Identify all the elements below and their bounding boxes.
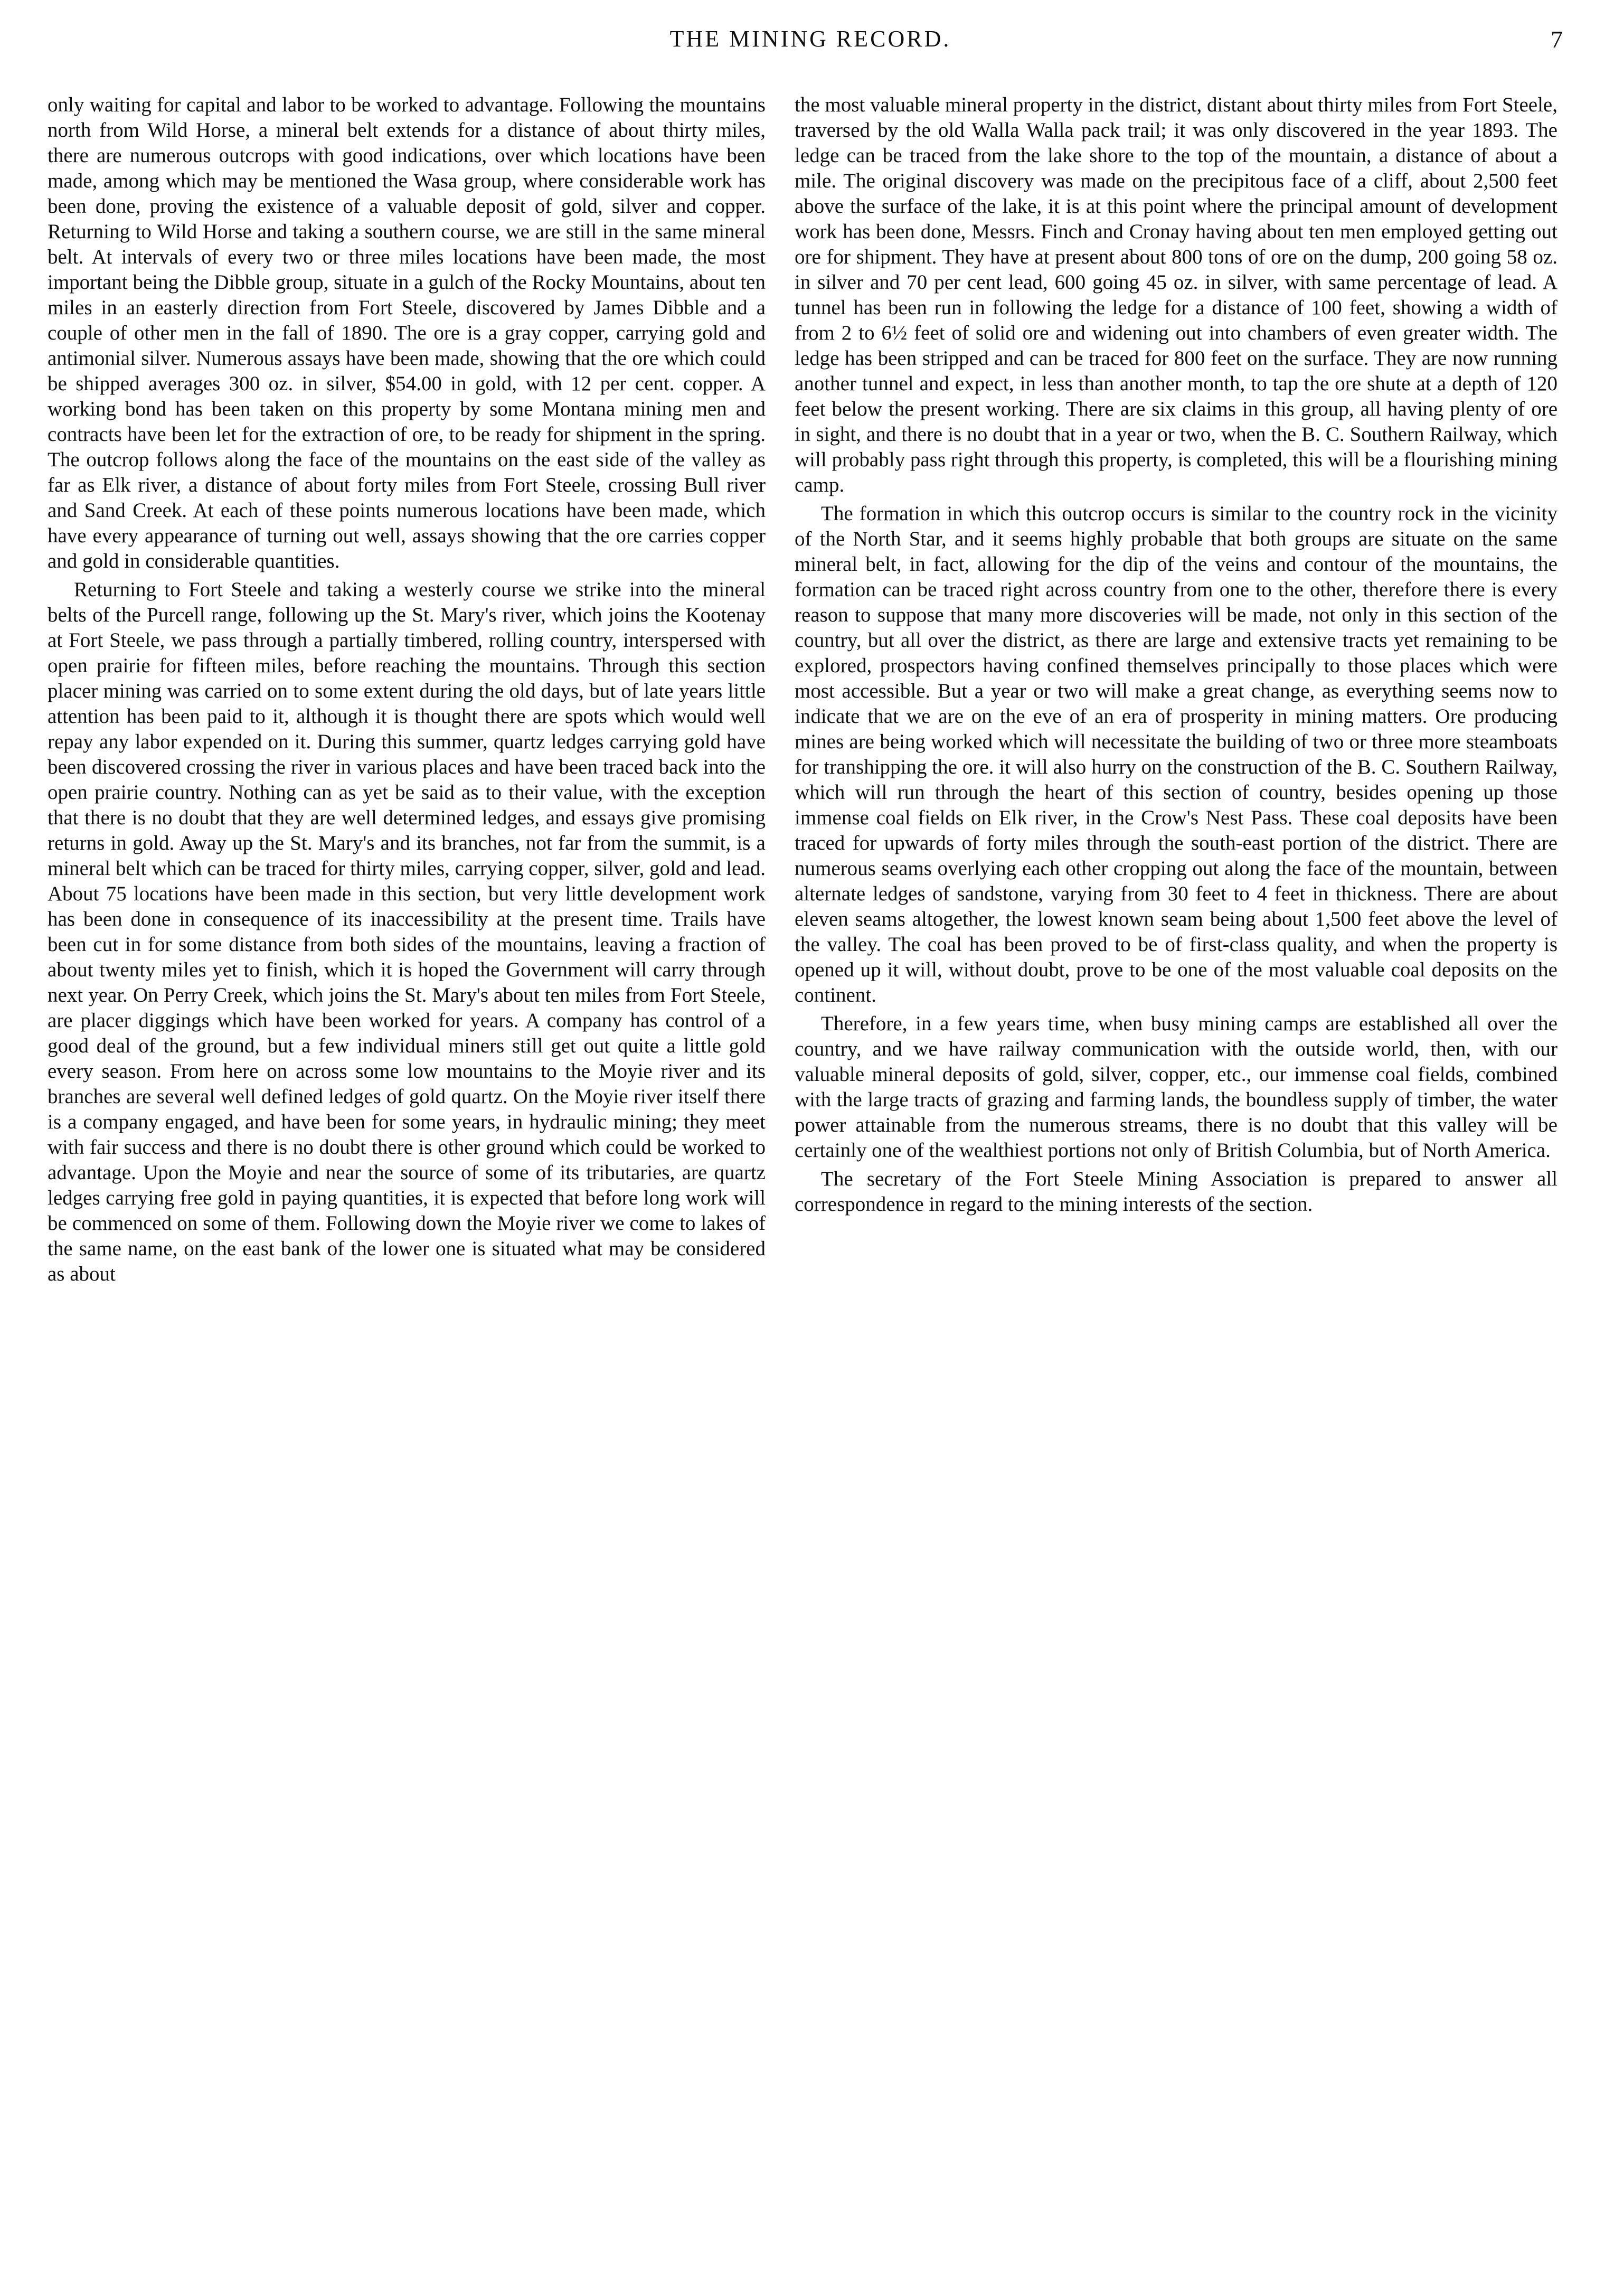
left-column	[48, 92, 766, 1290]
article-paragraph: Returning to Fort Steele and taking a westerly course we strike into the mineral belts of the Purcell range, following up the St. Mary's river, which joins the Kootenay at Fort Steele, we pass through a partially timbered, rolling country, interspersed with open prairie for fifteen miles, before reaching the mountains. Through this section placer mining was carried on to some extent during the old days, but of late years little attention has been paid to it, although it is thought there are spots which would well repay any labor expended on it. During this summer, quartz ledges carrying gold have been discovered crossing the river in various places and have been traced back into the open prairie country. Nothing can as yet be said as to their value, with the exception that there is no doubt that they are well determined ledges, and essays give promising returns in gold. Away up the St. Mary's and its branches, not far from the summit, is a mineral belt which can be traced for thirty miles, carrying copper, silver, gold and lead. About 75 locations have been made in this section, but very little development work has been done in consequence of its inaccessibility at the present time. Trails have been cut in for some distance from both sides of the mountains, leaving a fraction of about twenty miles yet to finish, which it is hoped the Government will carry through next year. On Perry Creek, which joins the St. Mary's about ten miles from Fort Steele, are placer diggings which have been worked for years. A company has control of a good deal of the ground, but a few individual miners still get out quite a little gold every season. From here on across some low mountains to the Moyie river and its branches are several well defined ledges of gold quartz. On the Moyie river itself there is a company engaged, and have been for some years, in hydraulic mining; they meet with fair success and there is no doubt there is other ground which could be worked to advantage. Upon the Moyie and near the source of some of its tributaries, are quartz ledges carrying free gold in paying quantities, it is expected that before long work will be commenced on some of them. Following down the Moyie river we come to lakes of the same name, on the east bank of the lower one is situated what may be considered as about	[48, 578, 766, 1285]
article-paragraph: Therefore, in a few years time, when busy mining camps are established all over the country, and we have railway communication with the outside world, then, with our valuable mineral deposits of gold, silver, copper, etc., our immense coal fields, combined with the large tracts of grazing and farming lands, the boundless supply of timber, the water power attainable from the numerous streams, there is no doubt that this valley will be certainly one of the wealthiest portions not only of British Columbia, but of North America.	[795, 1012, 1558, 1162]
article-paragraph: only waiting for capital and labor to be worked to advantage. Following the mountains north from Wild Horse, a mineral belt extends for a distance of about thirty miles, there are numerous outcrops with good indications, over which locations have been made, among which may be mentioned the Wasa group, where considerable work has been done, proving the existence of a valuable deposit of gold, silver and copper. Returning to Wild Horse and taking a southern course, we are still in the same mineral belt. At intervals of every two or three miles locations have been made, the most important being the Dibble group, situate in a gulch of the Rocky Mountains, about ten miles in an easterly direction from Fort Steele, discovered by James Dibble and a couple of other men in the fall of 1890. The ore is a gray copper, carrying gold and antimonial silver. Numerous assays have been made, showing that the ore which could be shipped averages 300 oz. in silver, $54.00 in gold, with 12 per cent. copper. A working bond has been taken on this property by some Montana mining men and contracts have been let for the extraction of ore, to be ready for shipment in the spring. The outcrop follows along the face of the mountains on the east side of the valley as far as Elk river, a distance of about forty miles from Fort Steele, crossing Bull river and Sand Creek. At each of these points numerous locations have been made, which have every appearance of turning out well, assays showing that the ore carries copper and gold in considerable quantities.	[48, 93, 766, 572]
page-number: 7	[1551, 26, 1563, 53]
article-paragraph: The secretary of the Fort Steele Mining Association is prepared to answer all correspondence in regard to the mining interests of the section.	[795, 1168, 1558, 1216]
page-header	[58, 25, 1563, 57]
right-column	[795, 92, 1558, 1220]
publication-title: THE MINING RECORD.	[669, 26, 951, 52]
article-paragraph: the most valuable mineral property in the district, distant about thirty miles from Fort Steele, traversed by the old Walla Walla pack trail; it was only discovered in the year 1893. The ledge can be traced from the lake shore to the top of the mountain, a distance of about a mile. The original discovery was made on the precipitous face of a cliff, about 2,500 feet above the surface of the lake, it is at this point where the principal amount of development work has been done, Messrs. Finch and Cronay having about ten men employed getting out ore for shipment. They have at present about 800 tons of ore on the dump, 200 going 58 oz. in silver and 70 per cent lead, 600 going 45 oz. in silver, with same percentage of lead. A tunnel has been run in following the ledge for a distance of 100 feet, showing a width of from 2 to 6½ feet of solid ore and widening out into chambers of even greater width. The ledge has been stripped and can be traced for 800 feet on the surface. They are now running another tunnel and expect, in less than another month, to tap the ore shute at a depth of 120 feet below the present working. There are six claims in this group, all having plenty of ore in sight, and there is no doubt that in a year or two, when the B. C. Southern Railway, which will probably pass right through this property, is completed, this will be a flourishing mining camp.	[795, 93, 1558, 496]
article-paragraph: The formation in which this outcrop occurs is similar to the country rock in the vicinity of the North Star, and it seems highly probable that both groups are situate on the same mineral belt, in fact, allowing for the dip of the veins and contour of the mountains, the formation can be traced right across country from one to the other, therefore there is every reason to suppose that many more discoveries will be made, not only in this section of the country, but all over the district, as there are large and extensive tracts yet remaining to be explored, prospectors having confined themselves principally to those places which were most accessible. But a year or two will make a great change, as everything seems now to indicate that we are on the eve of an era of prosperity in mining matters. Ore producing mines are being worked which will necessitate the building of two or three more steamboats for transhipping the ore. it will also hurry on the construction of the B. C. Southern Railway, which will run through the heart of this section of country, besides opening up those immense coal fields on Elk river, in the Crow's Nest Pass. These coal deposits have been traced for upwards of forty miles through the south-east portion of the district. There are numerous seams overlying each other cropping out along the face of the mountain, between alternate ledges of sandstone, varying from 30 feet to 4 feet in thickness. There are about eleven seams altogether, the lowest known seam being about 1,500 feet above the level of the valley. The coal has been proved to be of first-class quality, and when the property is opened up it will, without doubt, prove to be one of the most valuable coal deposits on the continent.	[795, 502, 1558, 1006]
